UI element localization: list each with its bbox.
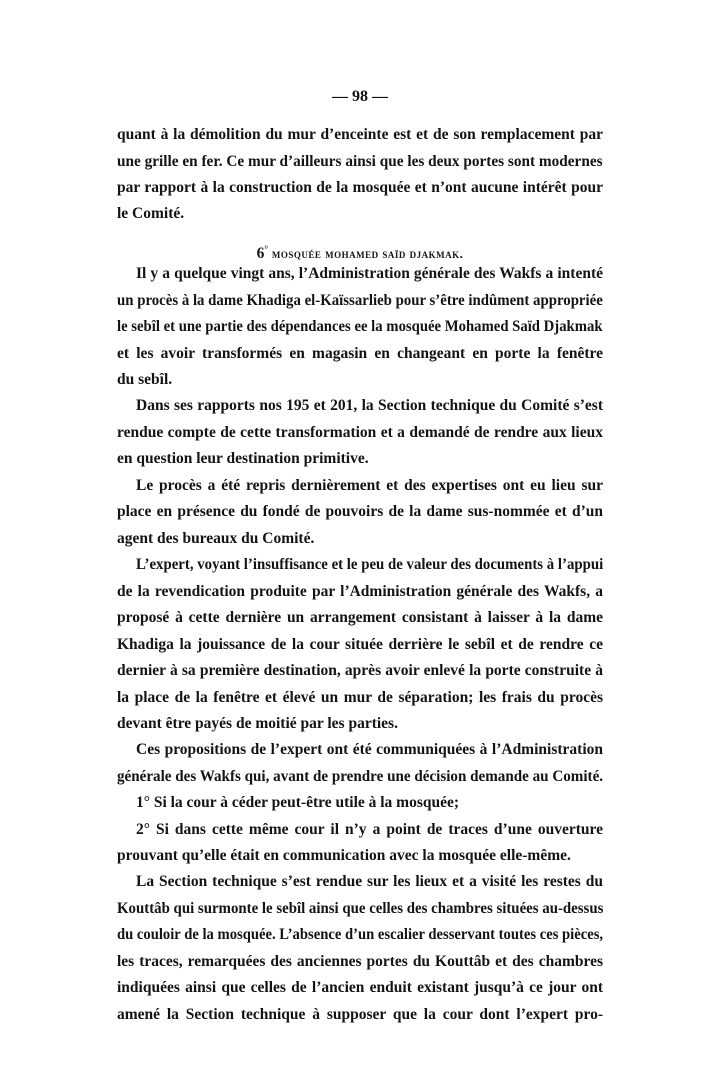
text-line: indiquées ainsi que celles de l’ancien enduit existant jusqu’à ce jour ont (117, 979, 603, 996)
text-line: en question leur destination primitive. (117, 450, 369, 467)
page-number: — 98 — (332, 88, 388, 105)
text-line: Le procès a été repris dernièrement et des expertises ont eu lieu sur (136, 477, 603, 494)
text-line: place en présence du fondé de pouvoirs de la dame sus-nommée et d’un (117, 503, 603, 520)
text-line: prouvant qu’elle était en communication avec la mosquée elle-même. (117, 847, 571, 864)
section-heading (0, 238, 720, 265)
text-line: de la revendication produite par l’Administration générale des Wakfs, a (117, 583, 603, 600)
text-line: générale des Wakfs qui, avant de prendre une décision demande au Comité. (117, 768, 604, 785)
text-line: rendue compte de cette transformation et a demandé de rendre aux lieux (117, 424, 603, 441)
text-line: devant être payés de moitié par les parties. (117, 715, 398, 732)
text-line: Ces propositions de l’expert ont été communiquées à l’Administration (136, 741, 603, 758)
text-line: les traces, remarquées des anciennes portes du Kouttâb et des chambres (117, 953, 603, 970)
heading-number: 6 (256, 245, 265, 263)
text-line: du sebîl. (117, 371, 173, 388)
heading-title: mosquée mohamed saïd djakmak. (271, 246, 464, 262)
text-line: du couloir de la mosquée. L’absence d’un escalier desservant toutes ces pièces, (117, 926, 604, 943)
text-line: un procès à la dame Khadiga el-Kaïssarlieb pour s’être indûment appropriée (117, 292, 603, 309)
text-line: proposé à cette dernière un arrangement consistant à laisser à la dame (117, 609, 603, 626)
text-line: le Comité. (117, 205, 185, 222)
text-line: par rapport à la construction de la mosquée et n’ont aucune intérêt pour (117, 179, 603, 196)
text-line: La Section technique s’est rendue sur les lieux et a visité les restes du (136, 873, 603, 890)
text-line: quant à la démolition du mur d’enceinte est et de son remplacement par (117, 126, 603, 143)
text-line: Il y a quelque vingt ans, l’Administration générale des Wakfs a intenté (136, 265, 603, 282)
heading-ordinal: ° (264, 244, 268, 254)
text-line: Dans ses rapports nos 195 et 201, la Section technique du Comité s’est (136, 397, 603, 414)
text-line: Kouttâb qui surmonte le sebîl ainsi que celles des chambres situées au-dessus (117, 900, 604, 917)
text-line: la place de la fenêtre et élevé un mur de séparation; les frais du procès (117, 689, 603, 706)
text-line: une grille en fer. Ce mur d’ailleurs ainsi que les deux portes sont modernes (117, 153, 603, 170)
text-line: 2° Si dans cette même cour il n’y a point de traces d’une ouverture (136, 821, 603, 838)
text-line: Khadiga la jouissance de la cour située derrière le sebîl et de rendre ce (117, 636, 603, 653)
text-line: L’expert, voyant l’insuffisance et le peu de valeur des documents à l’appui (136, 556, 604, 573)
text-line: 1° Si la cour à céder peut-être utile à la mosquée; (136, 794, 460, 811)
text-line: amené la Section technique à supposer que la cour dont l’expert pro- (117, 1006, 603, 1023)
text-line: et les avoir transformés en magasin en changeant en porte la fenêtre (117, 345, 603, 362)
text-line: agent des bureaux du Comité. (117, 530, 315, 547)
text-line: le sebîl et une partie des dépendances ee la mosquée Mohamed Saïd Djakmak (117, 318, 603, 335)
text-line: dernier à sa première destination, après avoir enlevé la porte construite à (117, 662, 603, 679)
